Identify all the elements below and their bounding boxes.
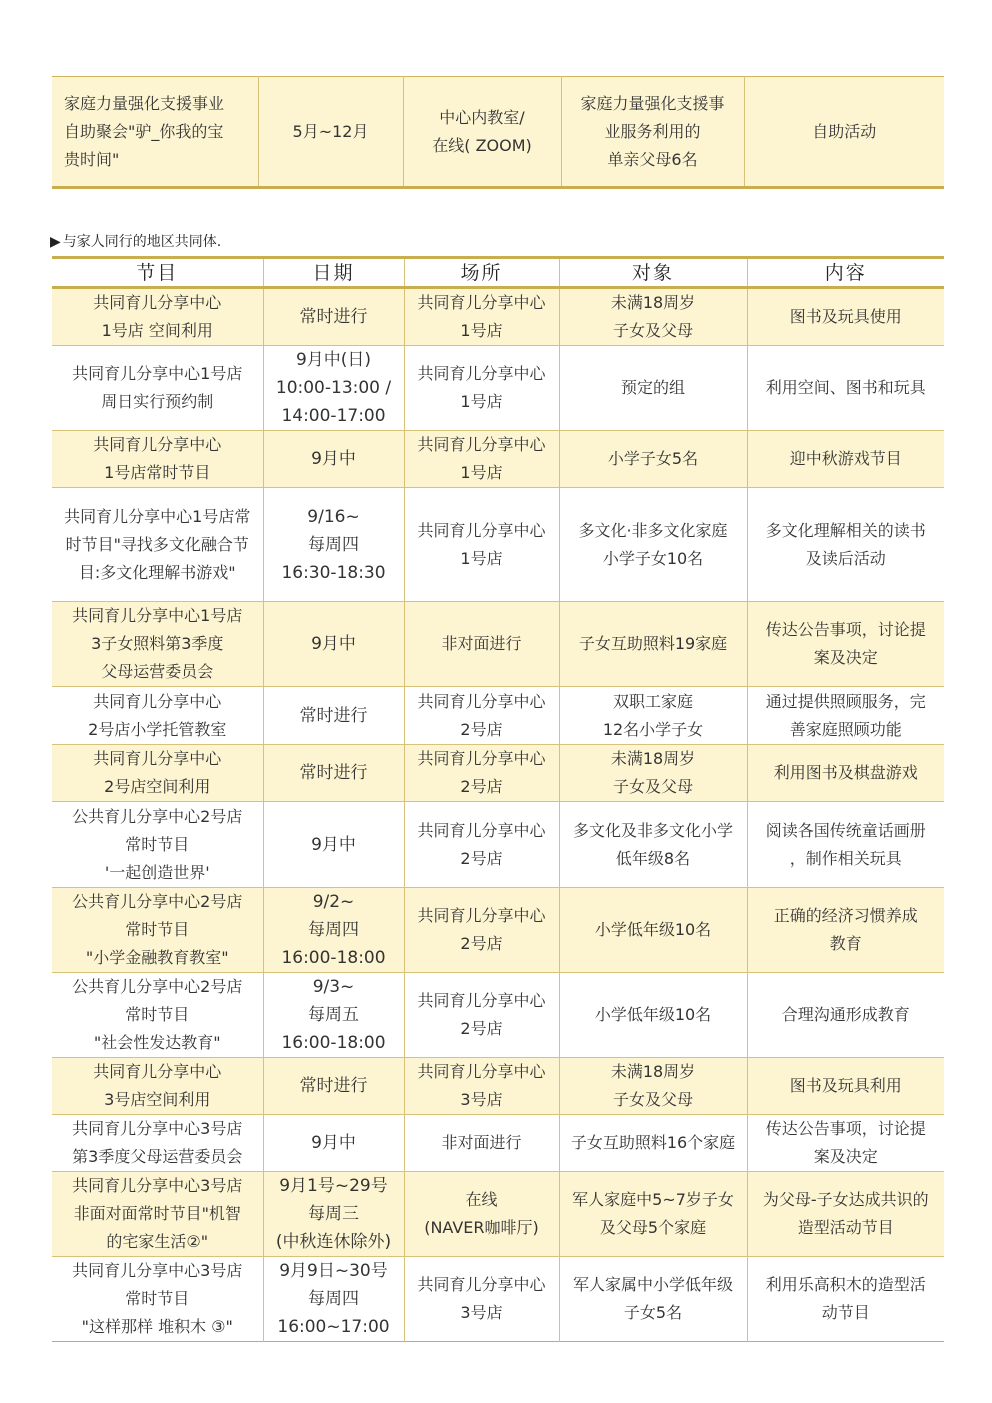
target-cell: 军人家庭中5~7岁子女 及父母5个家庭 (559, 1172, 747, 1257)
content-cell: 图书及玩具使用 (747, 288, 944, 346)
program-cell: 共同育儿分享中心 3号店空间利用 (52, 1058, 263, 1115)
date-cell: 9月中(日) 10:00-13:00 / 14:00-17:00 (263, 346, 404, 431)
program-cell: 共同育儿分享中心3号店 第3季度父母运营委员会 (52, 1115, 263, 1172)
place-cell: 共同育儿分享中心 1号店 (404, 431, 559, 488)
place-cell: 非对面进行 (404, 602, 559, 687)
content-cell: 自助活动 (744, 77, 944, 188)
date-cell: 9月1号~29号 每周三 (中秋连休除外) (263, 1172, 404, 1257)
table-row (52, 1172, 944, 1257)
content-cell: 通过提供照顾服务，完 善家庭照顾功能 (747, 687, 944, 745)
program-cell: 公共育儿分享中心2号店 常时节目 "小学金融教育教室" (52, 888, 263, 973)
target-cell: 未满18周岁 子女及父母 (559, 745, 747, 802)
place-cell: 共同育儿分享中心 2号店 (404, 687, 559, 745)
content-cell: 合理沟通形成教育 (747, 973, 944, 1058)
date-cell: 9月9日~30号 每周四 16:00~17:00 (263, 1257, 404, 1342)
header-place: 场所 (404, 258, 559, 288)
place-cell: 共同育儿分享中心 1号店 (404, 488, 559, 602)
program-cell: 共同育儿分享中心 1号店常时节目 (52, 431, 263, 488)
target-cell: 多文化及非多文化小学 低年级8名 (559, 802, 747, 888)
header-target: 对象 (559, 258, 747, 288)
target-cell: 小学低年级10名 (559, 973, 747, 1058)
program-cell: 共同育儿分享中心1号店常 时节目"寻找多文化融合节 目:多文化理解书游戏" (52, 488, 263, 602)
place-cell: 共同育儿分享中心 1号店 (404, 346, 559, 431)
program-cell: 共同育儿分享中心1号店 3子女照料第3季度 父母运营委员会 (52, 602, 263, 687)
table-row (52, 687, 944, 745)
date-cell: 9月中 (263, 602, 404, 687)
program-cell: 共同育儿分享中心 1号店 空间利用 (52, 288, 263, 346)
content-cell: 阅读各国传统童话画册 ，制作相关玩具 (747, 802, 944, 888)
place-cell: 共同育儿分享中心 2号店 (404, 802, 559, 888)
date-cell: 9月中 (263, 1115, 404, 1172)
date-cell: 9月中 (263, 431, 404, 488)
place-cell: 共同育儿分享中心 2号店 (404, 973, 559, 1058)
table-row (52, 745, 944, 802)
program-cell: 共同育儿分享中心3号店 非面对面常时节目"机智 的宅家生活②" (52, 1172, 263, 1257)
place-cell: 共同育儿分享中心 2号店 (404, 745, 559, 802)
section-heading (50, 232, 221, 252)
date-cell: 9/3~ 每周五 16:00-18:00 (263, 973, 404, 1058)
target-cell: 子女互助照料16个家庭 (559, 1115, 747, 1172)
program-cell: 家庭力量强化支援事业 自助聚会"驴_你我的宝 贵时间" (52, 77, 258, 188)
section-heading-text: 与家人同行的地区共同体. (62, 234, 222, 250)
place-cell: 中心内教室/ 在线( ZOOM) (403, 77, 561, 188)
date-cell: 常时进行 (263, 745, 404, 802)
table-row (52, 1257, 944, 1342)
content-cell: 利用空间、图书和玩具 (747, 346, 944, 431)
program-cell: 共同育儿分享中心 2号店小学托管教室 (52, 687, 263, 745)
content-cell: 图书及玩具利用 (747, 1058, 944, 1115)
target-cell: 预定的组 (559, 346, 747, 431)
program-cell: 共同育儿分享中心1号店 周日实行预约制 (52, 346, 263, 431)
program-cell: 共同育儿分享中心 2号店空间利用 (52, 745, 263, 802)
content-cell: 传达公告事项，讨论提 案及决定 (747, 602, 944, 687)
target-cell: 双职工家庭 12名小学子女 (559, 687, 747, 745)
table-row (52, 346, 944, 431)
program-cell: 公共育儿分享中心2号店 常时节目 "社会性发达教育" (52, 973, 263, 1058)
target-cell: 未满18周岁 子女及父母 (559, 1058, 747, 1115)
content-cell: 传达公告事项，讨论提 案及决定 (747, 1115, 944, 1172)
content-cell: 多文化理解相关的读书 及读后活动 (747, 488, 944, 602)
place-cell: 在线 (NAVER咖啡厅) (404, 1172, 559, 1257)
community-program-table (52, 256, 944, 1342)
header-date: 日期 (263, 258, 404, 288)
table-row (52, 802, 944, 888)
date-cell: 9月中 (263, 802, 404, 888)
date-cell: 常时进行 (263, 1058, 404, 1115)
header-content: 内容 (747, 258, 944, 288)
header-program: 节目 (52, 258, 263, 288)
content-cell: 利用乐高积木的造型活 动节目 (747, 1257, 944, 1342)
place-cell: 共同育儿分享中心 1号店 (404, 288, 559, 346)
target-cell: 家庭力量强化支援事 业服务利用的 单亲父母6名 (561, 77, 744, 188)
triangle-bullet-icon: ▶ (50, 234, 61, 250)
place-cell: 共同育儿分享中心 3号店 (404, 1257, 559, 1342)
date-cell: 9/2~ 每周四 16:00-18:00 (263, 888, 404, 973)
content-cell: 迎中秋游戏节目 (747, 431, 944, 488)
table-row (52, 1115, 944, 1172)
content-cell: 利用图书及棋盘游戏 (747, 745, 944, 802)
date-cell: 5月~12月 (258, 77, 403, 188)
date-cell: 常时进行 (263, 288, 404, 346)
place-cell: 非对面进行 (404, 1115, 559, 1172)
target-cell: 子女互助照料19家庭 (559, 602, 747, 687)
program-cell: 公共育儿分享中心2号店 常时节目 '一起创造世界' (52, 802, 263, 888)
date-cell: 常时进行 (263, 687, 404, 745)
table-row (52, 602, 944, 687)
target-cell: 小学子女5名 (559, 431, 747, 488)
program-cell: 共同育儿分享中心3号店 常时节目 "这样那样 堆积木 ③" (52, 1257, 263, 1342)
table-row (52, 288, 944, 346)
content-cell: 为父母-子女达成共识的 造型活动节目 (747, 1172, 944, 1257)
place-cell: 共同育儿分享中心 3号店 (404, 1058, 559, 1115)
target-cell: 军人家属中小学低年级 子女5名 (559, 1257, 747, 1342)
target-cell: 小学低年级10名 (559, 888, 747, 973)
table-row (52, 888, 944, 973)
table-row (52, 77, 944, 188)
table-row (52, 973, 944, 1058)
place-cell: 共同育儿分享中心 2号店 (404, 888, 559, 973)
content-cell: 正确的经济习惯养成 教育 (747, 888, 944, 973)
target-cell: 未满18周岁 子女及父母 (559, 288, 747, 346)
table-row (52, 488, 944, 602)
table-row (52, 1058, 944, 1115)
table-row (52, 431, 944, 488)
target-cell: 多文化·非多文化家庭 小学子女10名 (559, 488, 747, 602)
header-row (52, 258, 944, 288)
date-cell: 9/16~ 每周四 16:30-18:30 (263, 488, 404, 602)
top-program-table (52, 76, 944, 189)
